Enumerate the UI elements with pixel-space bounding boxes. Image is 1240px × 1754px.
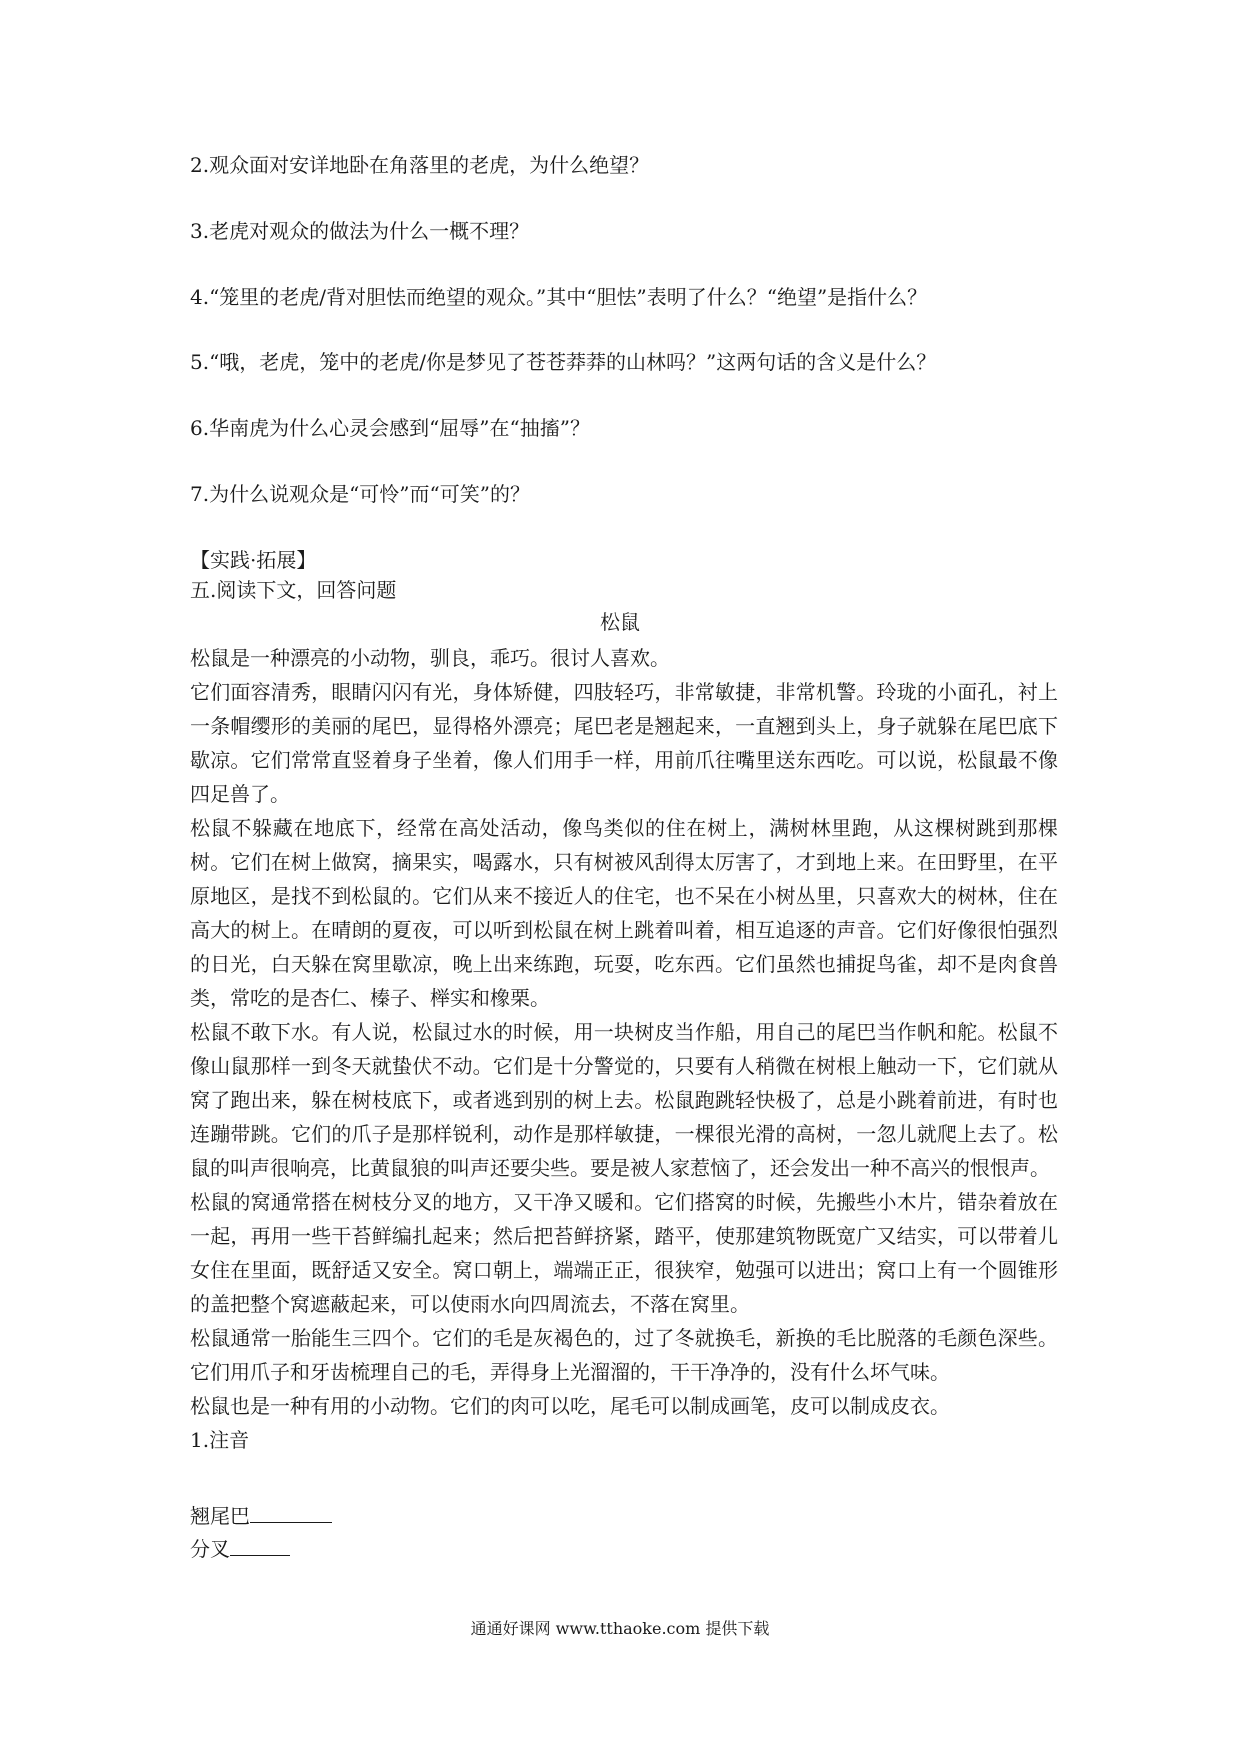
- section-instruction: 五.阅读下文，回答问题: [190, 578, 397, 602]
- page-footer: 通通好课网 www.tthaoke.com 提供下载: [470, 1619, 770, 1638]
- article-paragraph: 松鼠是一种漂亮的小动物，驯良，乖巧。很讨人喜欢。: [190, 646, 670, 670]
- fill-item-label: 翘尾巴: [190, 1504, 250, 1528]
- question-4: 4.“笼里的老虎/背对胆怯而绝望的观众。”其中“胆怯”表明了什么？“绝望”是指什么？: [190, 285, 928, 309]
- fill-item-1: [190, 1502, 332, 1529]
- article-paragraph: 松鼠不躲藏在地底下，经常在高处活动，像鸟类似的住在树上，满树林里跑，从这棵树跳到那棵树。它们在树上做窝，摘果实，喝露水，只有树被风刮得太厉害了，才到地上来。在田野里，在平原地区，是找不到松鼠的。它们从来不接近人的住宅，也不呆在小树丛里，只喜欢大的树林，住在高大的树上。在晴朗的夏夜，可以听到松鼠在树上跳着叫着，相互追逐的声音。它们好像很怕强烈的日光，白天躲在窝里歇凉，晚上出来练跑，玩耍，吃东西。它们虽然也捕捉鸟雀，却不是肉食兽类，常吃的是杏仁、榛子、榉实和橡栗。: [190, 816, 1058, 1010]
- article-paragraph: 松鼠的窝通常搭在树枝分叉的地方，又干净又暖和。它们搭窝的时候，先搬些小木片，错杂着放在一起，再用一些干苔鲜编扎起来；然后把苔鲜挤紧，踏平，使那建筑物既宽广又结实，可以带着儿女住在里面，既舒适又安全。窝口朝上，端端正正，很狭窄，勉强可以进出；窝口上有一个圆锥形的盖把整个窝遮蔽起来，可以使雨水向四周流去，不落在窝里。: [190, 1190, 1058, 1316]
- question-2: 2.观众面对安详地卧在角落里的老虎，为什么绝望？: [190, 153, 650, 177]
- article-paragraph: 松鼠也是一种有用的小动物。它们的肉可以吃，尾毛可以制成画笔，皮可以制成皮衣。: [190, 1394, 950, 1418]
- fill-item-label: 分叉: [190, 1537, 230, 1561]
- question-5: 5.“哦，老虎，笼中的老虎/你是梦见了苍苍莽莽的山林吗？”这两句话的含义是什么？: [190, 350, 937, 374]
- question-7: 7.为什么说观众是“可怜”而“可笑”的？: [190, 482, 530, 506]
- answer-blank[interactable]: [250, 1502, 332, 1523]
- fill-item-2: [190, 1535, 290, 1562]
- article-title: 松鼠: [600, 610, 640, 634]
- article-paragraph: 松鼠通常一胎能生三四个。它们的毛是灰褐色的，过了冬就换毛，新换的毛比脱落的毛颜色深些。它们用爪子和牙齿梳理自己的毛，弄得身上光溜溜的，干干净净的，没有什么坏气味。: [190, 1326, 1058, 1384]
- answer-blank[interactable]: [230, 1535, 290, 1556]
- subquestion-1: 1.注音: [190, 1428, 250, 1452]
- question-6: 6.华南虎为什么心灵会感到“屈辱”在“抽搐”？: [190, 416, 590, 440]
- article-paragraph: 松鼠不敢下水。有人说，松鼠过水的时候，用一块树皮当作船，用自己的尾巴当作帆和舵。松鼠不像山鼠那样一到冬天就蛰伏不动。它们是十分警觉的，只要有人稍微在树根上触动一下，它们就从窝了跑出来，躲在树枝底下，或者逃到别的树上去。松鼠跑跳轻快极了，总是小跳着前进，有时也连蹦带跳。它们的爪子是那样锐利，动作是那样敏捷，一棵很光滑的高树，一忽儿就爬上去了。松鼠的叫声很响亮，比黄鼠狼的叫声还要尖些。要是被人家惹恼了，还会发出一种不高兴的恨恨声。: [190, 1020, 1058, 1180]
- section-label: 【实践·拓展】: [190, 548, 317, 572]
- article-paragraph: 它们面容清秀，眼睛闪闪有光，身体矫健，四肢轻巧，非常敏捷，非常机警。玲珑的小面孔，衬上一条帽缨形的美丽的尾巴，显得格外漂亮；尾巴老是翘起来，一直翘到头上，身子就躲在尾巴底下歇凉。它们常常直竖着身子坐着，像人们用手一样，用前爪往嘴里送东西吃。可以说，松鼠最不像四足兽了。: [190, 680, 1058, 806]
- question-3: 3.老虎对观众的做法为什么一概不理？: [190, 219, 530, 243]
- article-body: [190, 641, 1058, 1457]
